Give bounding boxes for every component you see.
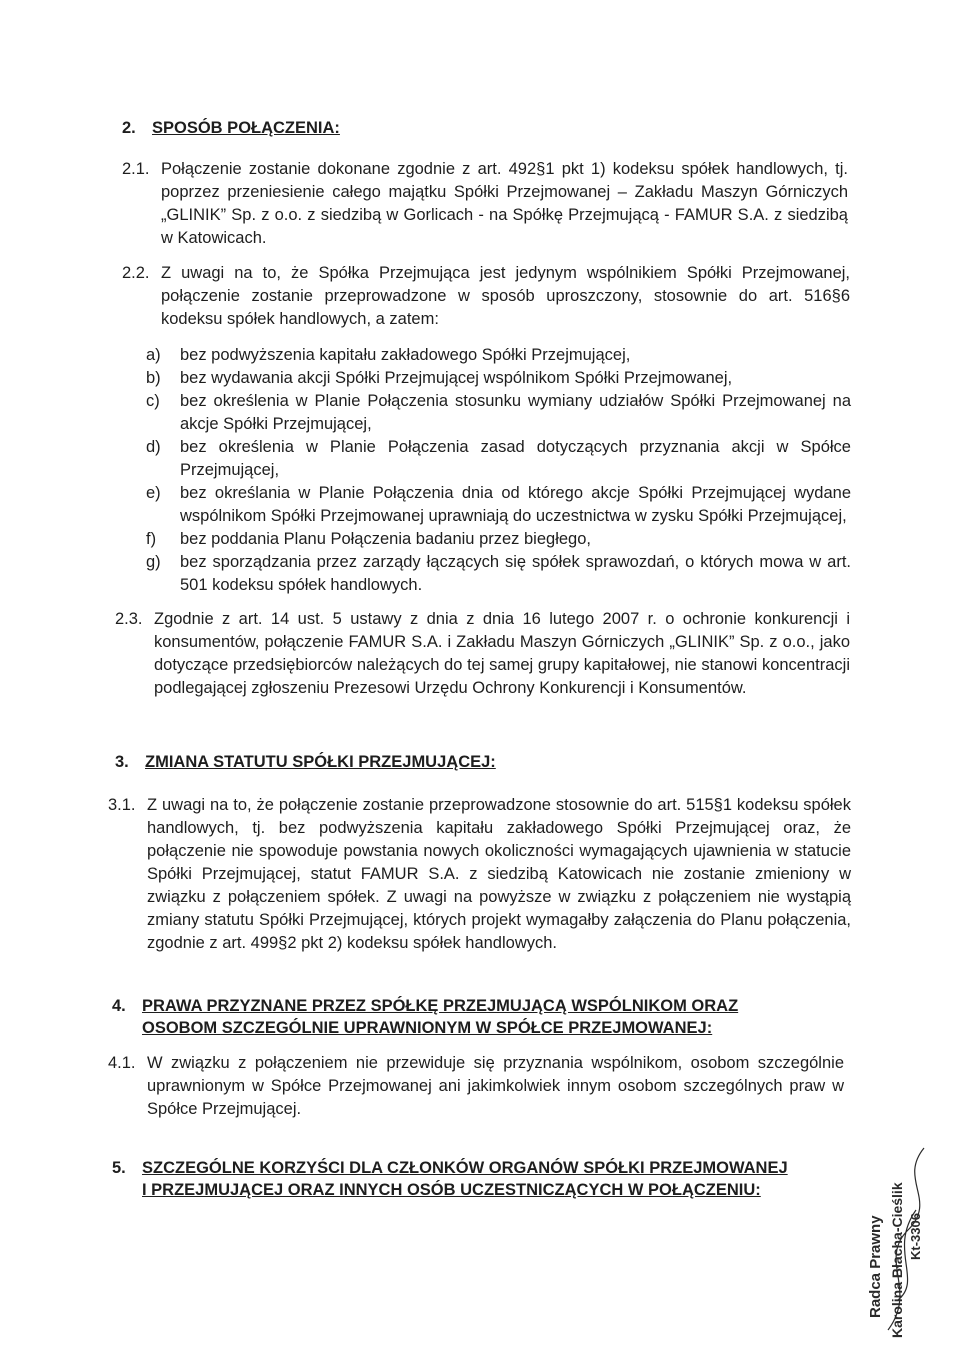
- paragraph-text: Z uwagi na to, że połączenie zostanie przeprowadzone stosownie do art. 515§1 kodeksu spółek handlowych, tj. bez podwyższenia kapitału zakładowego Spółki Przejmującej oraz, że połączenie nie spowoduje powstania nowych okoliczności wymagających ujawnienia w statucie Spółki Przejmującej, statut FAMUR S.A. z siedzibą Katowicach nie zostanie zmieniony w związku z połączeniem spółek. Z uwagi na powyższe w związku z połączeniem nie wystąpią zmiany statutu Spółki Przejmującej, których projekt wymagałby załączenia do Planu połączenia, zgodnie z art. 499§2 pkt 2) kodeksu spółek handlowych.: [147, 796, 851, 952]
- lawyer-stamp: [858, 1140, 928, 1340]
- stamp-graphic: [858, 1140, 928, 1340]
- section-title: SPOSÓB POŁĄCZENIA:: [152, 119, 340, 137]
- section-2-heading: [122, 118, 622, 138]
- section-4-heading: [112, 996, 852, 1040]
- paragraph-2-1: [122, 158, 848, 250]
- paragraph-text: W związku z połączeniem nie przewiduje się przyznania wspólnikom, osobom szczególnie uprawnionym w Spółce Przejmowanej ani jakimkolwiek innym osobom szczególnych praw w Spółce Przejmującej.: [147, 1054, 844, 1118]
- paragraph-number: 2.3.: [115, 610, 143, 628]
- paragraph-text: Z uwagi na to, że Spółka Przejmująca jest jedynym wspólnikiem Spółki Przejmowanej, połączenie zostanie przeprowadzone w sposób uproszczony, stosownie do art. 516§6 kodeksu spółek handlowych, a zatem:: [161, 264, 850, 328]
- list-item-text: bez poddania Planu Połączenia badaniu przez biegłego,: [180, 530, 591, 548]
- list-item: [146, 344, 851, 367]
- paragraph-number: 2.2.: [122, 264, 150, 282]
- list-item-text: bez określania w Planie Połączenia dnia od którego akcje Spółki Przejmującej wydane wspólnikom Spółki Przejmowanej uprawniają do uczestnictwa w zysku Spółki Przejmującej,: [180, 484, 851, 525]
- list-item-text: bez podwyższenia kapitału zakładowego Spółki Przejmującej,: [180, 346, 631, 364]
- section-number: 4.: [112, 997, 126, 1015]
- list-item-label: b): [146, 369, 161, 387]
- section-title-line-2: I PRZEJMUJĄCEJ ORAZ INNYCH OSÓB UCZESTNICZĄCYCH W POŁĄCZENIU:: [142, 1181, 761, 1199]
- section-3-heading: [115, 752, 715, 772]
- list-item: [146, 436, 851, 482]
- paragraph-number: 4.1.: [108, 1054, 136, 1072]
- stamp-line-3: Kt-3306: [908, 1213, 923, 1260]
- list-item: [146, 390, 851, 436]
- section-number: 5.: [112, 1159, 126, 1177]
- list-item: [146, 551, 851, 597]
- paragraph-number: 2.1.: [122, 160, 150, 178]
- list-item: [146, 367, 851, 390]
- section-number: 2.: [122, 119, 136, 137]
- paragraph-2-2: [122, 262, 850, 332]
- stamp-line-1: Radca Prawny: [867, 1215, 884, 1318]
- list-item-text: bez sporządzania przez zarządy łączących się spółek sprawozdań, o których mowa w art. 501 kodeksu spółek handlowych.: [180, 553, 851, 594]
- paragraph-text: Zgodnie z art. 14 ust. 5 ustawy z dnia z dnia 16 lutego 2007 r. o ochronie konkurencji i konsumentów, połączenie FAMUR S.A. i Zakładu Maszyn Górniczych „GLINIK” Sp. z o.o., jako dotyczące przedsiębiorców należących do tej samej grupy kapitałowej, nie stanowi koncentracji podlegającej zgłoszeniu Prezesowi Urzędu Ochrony Konkurencji i Konsumentów.: [154, 610, 850, 697]
- section-title-line-2: OSOBOM SZCZEGÓLNIE UPRAWNIONYM W SPÓŁCE PRZEJMOWANEJ:: [142, 1019, 713, 1037]
- paragraph-text: Połączenie zostanie dokonane zgodnie z art. 492§1 pkt 1) kodeksu spółek handlowych, tj. poprzez przeniesienie całego majątku Spółki Przejmowanej – Zakładu Maszyn Górniczych „GLINIK” Sp. z o.o. z siedzibą w Gorlicach - na Spółkę Przejmującą - FAMUR S.A. z siedzibą w Katowicach.: [161, 160, 848, 247]
- list-item-label: d): [146, 438, 161, 456]
- list-item-text: bez wydawania akcji Spółki Przejmującej wspólnikom Spółki Przejmowanej,: [180, 369, 733, 387]
- list-item-label: g): [146, 553, 161, 571]
- section-title: ZMIANA STATUTU SPÓŁKI PRZEJMUJĄCEJ:: [145, 753, 496, 771]
- list-item-label: e): [146, 484, 161, 502]
- stamp-line-2: Karolina Błacha-Cieślik: [889, 1182, 905, 1338]
- list-item-label: a): [146, 346, 161, 364]
- paragraph-2-3: [115, 608, 850, 723]
- paragraph-4-1: [108, 1052, 844, 1121]
- paragraph-number: 3.1.: [108, 796, 136, 814]
- list-item-text: bez określenia w Planie Połączenia zasad dotyczących przyznania akcji w Spółce Przejmującej,: [180, 438, 851, 479]
- section-title-line-1: SZCZEGÓLNE KORZYŚCI DLA CZŁONKÓW ORGANÓW SPÓŁKI PRZEJMOWANEJ: [142, 1159, 788, 1177]
- section-5-heading: [112, 1158, 842, 1202]
- list-item-text: bez określenia w Planie Połączenia stosunku wymiany udziałów Spółki Przejmowanej na akcje Spółki Przejmującej,: [180, 392, 851, 433]
- section-title-line-1: PRAWA PRZYZNANE PRZEZ SPÓŁKĘ PRZEJMUJĄCĄ WSPÓLNIKOM ORAZ: [142, 997, 739, 1015]
- list-item-label: f): [146, 530, 157, 548]
- list-item-label: c): [146, 392, 160, 410]
- list-item: [146, 528, 851, 551]
- paragraph-3-1: [108, 794, 851, 955]
- section-number: 3.: [115, 753, 129, 771]
